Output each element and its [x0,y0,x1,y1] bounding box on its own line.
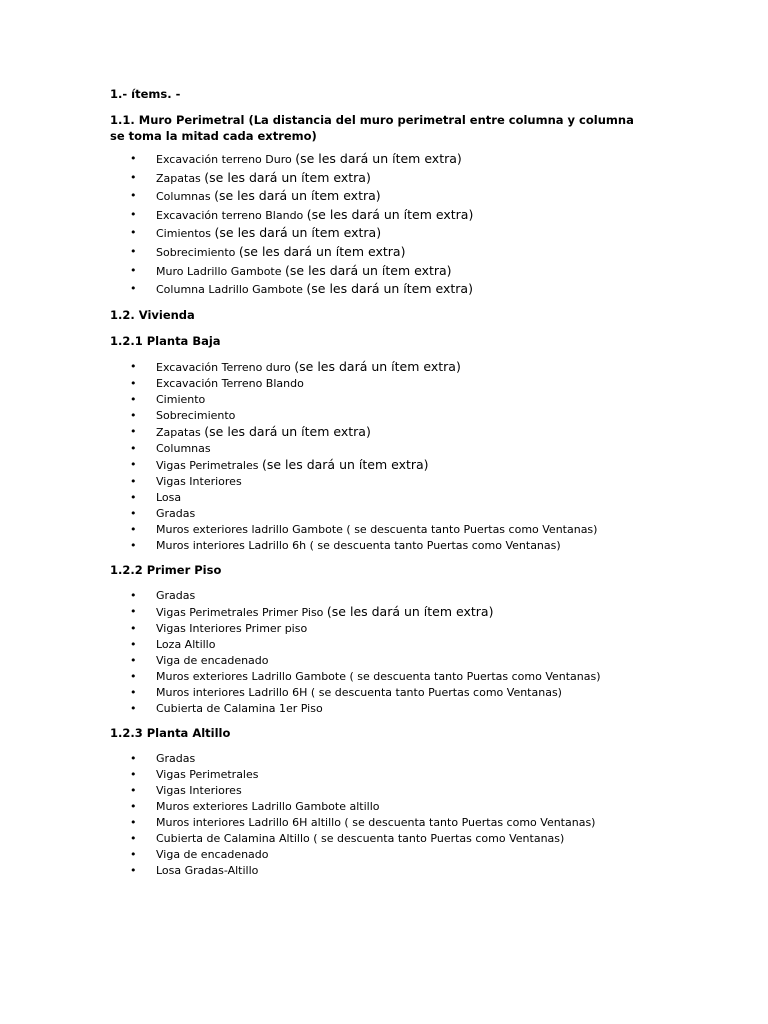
bullet-icon: • [130,152,137,165]
section-heading-planta-baja: 1.2.1 Planta Baja [110,333,221,348]
bullet-icon: • [130,604,137,618]
list-primer-piso [110,588,650,717]
list-item [110,815,650,831]
bullet-icon: • [130,376,137,390]
list-item-note: (se les dará un ítem extra) [214,225,382,241]
list-item [110,441,650,457]
list-item-text: Zapatas [156,171,201,185]
list-item [110,863,650,879]
list-item [110,150,650,169]
list-item [110,506,650,522]
list-item [110,751,650,767]
list-item [110,376,650,392]
list-muro-perimetral [110,150,650,299]
list-item-note: (se les dará un ítem extra) [204,169,371,185]
list-item [110,669,650,685]
bullet-icon: • [130,767,137,781]
bullet-icon: • [130,538,137,552]
bullet-icon: • [130,263,137,277]
list-item [110,767,650,783]
bullet-icon: • [130,408,137,422]
bullet-icon: • [130,522,137,536]
bullet-icon: • [130,189,137,203]
bullet-icon: • [130,424,137,438]
list-item-text: Vigas Perimetrales [156,458,259,472]
list-item [110,280,650,299]
list-item-text: Vigas Interiores [156,474,242,488]
list-item-text: Excavación Terreno Blando [156,376,304,390]
list-item-note: (se les dará un ítem extra) [214,188,381,204]
bullet-icon: • [130,669,137,683]
bullet-icon: • [130,863,137,877]
list-item [110,621,650,637]
list-item-note: (se les dará un ítem extra) [285,262,452,278]
section-heading-vivienda: 1.2. Vivienda [110,307,195,322]
list-item-text: Columnas [156,441,211,455]
list-item [110,604,650,621]
list-item-text: Viga de encadenado [156,847,269,861]
list-item-note: (se les dará un ítem extra) [306,206,474,222]
list-item-text: Excavación terreno Blando [156,208,304,222]
section-heading-primer-piso: 1.2.2 Primer Piso [110,562,222,577]
bullet-icon: • [130,637,137,651]
list-item-text: Loza Altillo [156,637,216,651]
bullet-icon: • [130,170,137,184]
list-item-text: Muros exteriores ladrillo Gambote ( se descuenta tanto Puertas como Ventanas) [156,522,598,536]
list-item-text: Gradas [156,751,196,765]
list-item [110,490,650,506]
list-item [110,653,650,669]
list-item-text: Vigas Perimetrales Primer Piso [156,605,324,619]
list-item-text: Muro Ladrillo Gambote [156,264,282,278]
bullet-icon: • [130,207,137,221]
list-item-text: Viga de encadenado [156,653,269,667]
bullet-icon: • [130,751,137,765]
list-item-text: Columna Ladrillo Gambote [156,283,303,297]
section-heading-muro-perimetral: 1.1. Muro Perimetral (La distancia del muro perimetral entre columna y columna se toma la mitad cada extremo) [110,113,634,143]
list-item [110,637,650,653]
list-item-text: Muros interiores Ladrillo 6h ( se descuenta tanto Puertas como Ventanas) [156,538,561,552]
bullet-icon: • [130,685,137,699]
bullet-icon: • [130,244,137,258]
list-item [110,588,650,604]
bullet-icon: • [130,392,137,406]
list-item [110,685,650,701]
list-item [110,392,650,408]
list-item-text: Gradas [156,506,196,520]
list-item [110,224,650,243]
list-item-note: (se les dará un ítem extra) [306,281,473,297]
list-item-text: Cimiento [156,392,206,406]
list-item [110,831,650,847]
list-item-text: Sobrecimiento [156,245,236,259]
list-item-text: Vigas Interiores Primer piso [156,621,308,635]
bullet-icon: • [130,799,137,813]
list-item-note: (se les dará un ítem extra) [295,151,462,166]
list-item [110,359,650,376]
bullet-icon: • [130,490,137,504]
list-item-text: Columnas [156,190,211,204]
bullet-icon: • [130,441,137,455]
list-item-note: (se les dará un ítem extra) [238,243,406,259]
list-item-text: Cubierta de Calamina 1er Piso [156,701,323,715]
bullet-icon: • [130,815,137,829]
list-item [110,522,650,538]
bullet-icon: • [130,506,137,520]
list-item [110,457,650,474]
bullet-icon: • [130,783,137,797]
list-item [110,538,650,554]
list-item-text: Losa [156,490,182,504]
list-item-note: (se les dará un ítem extra) [326,603,494,619]
list-item-note: (se les dará un ítem extra) [204,423,371,439]
list-item-text: Gradas [156,588,196,602]
list-planta-altillo [110,751,650,879]
list-item-note: (se les dará un ítem extra) [262,456,429,472]
bullet-icon: • [130,588,137,602]
bullet-icon: • [130,847,137,861]
list-item-text: Zapatas [156,425,201,439]
list-item-text: Muros exteriores Ladrillo Gambote ( se descuenta tanto Puertas como Ventanas) [156,669,601,683]
list-item-text: Losa Gradas-Altillo [156,863,259,877]
list-item-text: Excavación terreno Duro [156,153,292,166]
bullet-icon: • [130,226,137,240]
bullet-icon: • [130,653,137,667]
list-item-text: Muros interiores Ladrillo 6H altillo ( se descuenta tanto Puertas como Ventanas) [156,815,596,829]
bullet-icon: • [130,831,137,845]
section-heading-planta-altillo: 1.2.3 Planta Altillo [110,725,231,740]
list-item-text: Cubierta de Calamina Altillo ( se descuenta tanto Puertas como Ventanas) [156,831,565,845]
list-item-text: Vigas Perimetrales [156,767,259,781]
list-item [110,701,650,717]
bullet-icon: • [130,701,137,715]
list-item-text: Muros interiores Ladrillo 6H ( se descuenta tanto Puertas como Ventanas) [156,685,562,699]
list-item [110,474,650,490]
bullet-icon: • [130,282,137,296]
list-item-text: Excavación Terreno duro [156,360,291,374]
list-item [110,799,650,815]
bullet-icon: • [130,621,137,635]
list-item-text: Vigas Interiores [156,783,242,797]
list-item [110,169,650,188]
list-item [110,206,650,225]
bullet-icon: • [130,474,137,488]
list-item [110,262,650,281]
list-item [110,243,650,262]
list-item-text: Sobrecimiento [156,408,236,422]
bullet-icon: • [130,359,137,373]
list-item-note: (se les dará un ítem extra) [294,358,461,374]
list-item [110,424,650,441]
bullet-icon: • [130,457,137,471]
list-item [110,408,650,424]
list-planta-baja [110,359,650,554]
document-content [110,86,650,879]
list-item [110,187,650,206]
list-item-text: Muros exteriores Ladrillo Gambote altillo [156,799,380,813]
list-item [110,847,650,863]
list-item [110,783,650,799]
list-item-text: Cimientos [156,227,212,241]
document-title: 1.- ítems. - [110,87,181,101]
